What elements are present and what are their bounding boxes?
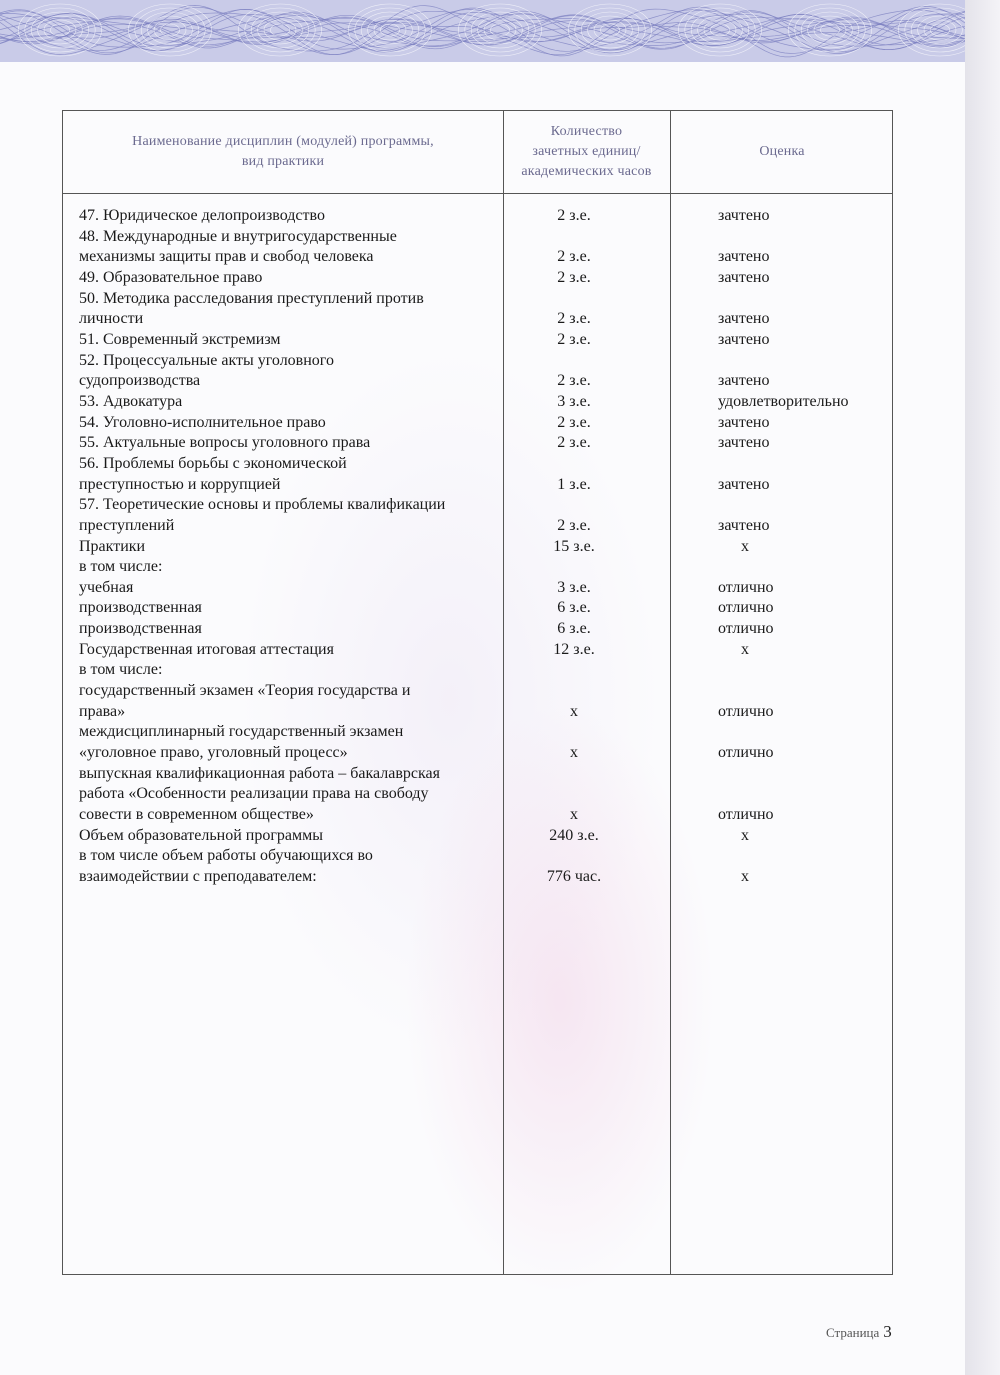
discipline-name: производственная (79, 620, 202, 638)
table-row (63, 495, 894, 536)
header-discipline-name: Наименование дисциплин (модулей) программы, вид практики (132, 134, 434, 169)
credit-units: 2 з.е. (557, 413, 591, 431)
table-row (63, 598, 894, 619)
header-grade: Оценка (759, 144, 805, 159)
table-row (63, 640, 894, 661)
discipline-name: 47. Юридическое делопроизводство (79, 207, 325, 224)
credit-units: 2 з.е. (557, 310, 591, 328)
table-row (63, 619, 894, 640)
page-number (826, 1322, 892, 1342)
credit-units: 6 з.е. (557, 620, 591, 638)
table-row (63, 578, 894, 599)
discipline-name: 49. Образовательное право (79, 268, 263, 286)
table-row (63, 268, 894, 289)
grade: зачтено (718, 516, 770, 534)
grade: зачтено (718, 330, 770, 348)
discipline-name: Практики (79, 537, 146, 555)
credit-units: х (570, 744, 578, 762)
scan-edge (965, 0, 1000, 1375)
credit-units: х (570, 702, 578, 720)
table-row (63, 289, 894, 330)
table-row (63, 330, 894, 351)
discipline-name: 48. Международные и внутригосударственные механизмы защиты прав и свобод человека (79, 227, 397, 266)
credit-units: 776 час. (546, 868, 602, 885)
discipline-name: выпускная квалификационная работа – бакалаврская работа «Особенности реализации права на свободу совести в современном обществе» (79, 764, 441, 824)
discipline-name: 51. Современный экстремизм (79, 330, 281, 348)
credit-units: 6 з.е. (557, 599, 591, 617)
credit-units: 2 з.е. (557, 330, 591, 348)
grade: отлично (718, 578, 774, 596)
grade: зачтено (718, 434, 770, 452)
table-row (63, 660, 894, 681)
page-number-value: 3 (883, 1322, 892, 1341)
discipline-name: Объем образовательной программы (79, 826, 324, 844)
grade: х (741, 640, 749, 658)
grade: зачтено (718, 310, 770, 328)
table-row (63, 433, 894, 454)
discipline-name: в том числе: (79, 661, 163, 679)
grade: зачтено (718, 372, 770, 390)
discipline-name: 56. Проблемы борьбы с экономической преступностью и коррупцией (79, 454, 347, 493)
credit-units: х (570, 806, 578, 824)
discipline-name: Государственная итоговая аттестация (79, 640, 334, 658)
grade: х (741, 537, 749, 555)
table-body (63, 206, 894, 888)
grade: отлично (718, 744, 774, 762)
credit-units: 240 з.е. (549, 826, 599, 844)
grade: зачтено (718, 475, 770, 493)
discipline-name: учебная (79, 578, 134, 596)
table-row (63, 206, 894, 227)
grade: отлично (718, 620, 774, 638)
credit-units: 1 з.е. (557, 475, 591, 493)
table-row (63, 826, 894, 847)
header-divider (63, 193, 892, 194)
table-row (63, 413, 894, 434)
discipline-name: в том числе: (79, 558, 163, 576)
credit-units: 15 з.е. (553, 537, 595, 555)
table-row (63, 764, 894, 826)
discipline-name: государственный экзамен «Теория государства и права» (79, 682, 411, 720)
discipline-name: 52. Процессуальные акты уголовного судопроизводства (79, 351, 334, 390)
credit-units: 2 з.е. (557, 372, 591, 390)
grade: удовлетворительно (718, 392, 849, 410)
grade: отлично (718, 702, 774, 720)
table-row (63, 537, 894, 558)
table-row (63, 227, 894, 268)
table-row (63, 351, 894, 392)
discipline-name: 54. Уголовно-исполнительное право (79, 413, 326, 431)
credit-units: 2 з.е. (557, 248, 591, 266)
credit-units: 2 з.е. (557, 516, 591, 534)
credit-units: 3 з.е. (557, 392, 591, 410)
table-row (63, 454, 894, 495)
grade: зачтено (718, 207, 770, 224)
credit-units: 2 з.е. (557, 268, 591, 286)
table-row (63, 557, 894, 578)
grades-table (62, 110, 893, 1275)
grade: отлично (718, 806, 774, 824)
grade: отлично (718, 599, 774, 617)
grade: зачтено (718, 248, 770, 266)
guilloche-ornament-band (0, 0, 965, 62)
grade: зачтено (718, 413, 770, 431)
grade: зачтено (718, 268, 770, 286)
table-row (63, 681, 894, 722)
discipline-name: производственная (79, 599, 202, 617)
table-row (63, 722, 894, 763)
table-row (63, 392, 894, 413)
discipline-name: в том числе объем работы обучающихся во взаимодействии с преподавателем: (79, 847, 373, 885)
grade: х (741, 868, 749, 885)
credit-units: 12 з.е. (553, 640, 595, 658)
discipline-name: 50. Методика расследования преступлений против личности (79, 289, 424, 328)
discipline-name: междисциплинарный государственный экзамен «уголовное право, уголовный процесс» (79, 723, 404, 762)
discipline-name: 53. Адвокатура (79, 392, 183, 410)
grade: х (741, 826, 749, 844)
credit-units: 3 з.е. (557, 578, 591, 596)
discipline-name: 57. Теоретические основы и проблемы квалификации преступлений (79, 496, 446, 534)
credit-units: 2 з.е. (557, 434, 591, 452)
header-credit-units: Количество зачетных единиц/ академических часов (521, 124, 652, 179)
table-row (63, 846, 894, 887)
credit-units: 2 з.е. (557, 207, 591, 224)
discipline-name: 55. Актуальные вопросы уголовного права (79, 434, 371, 452)
page-label: Страница (826, 1325, 880, 1340)
